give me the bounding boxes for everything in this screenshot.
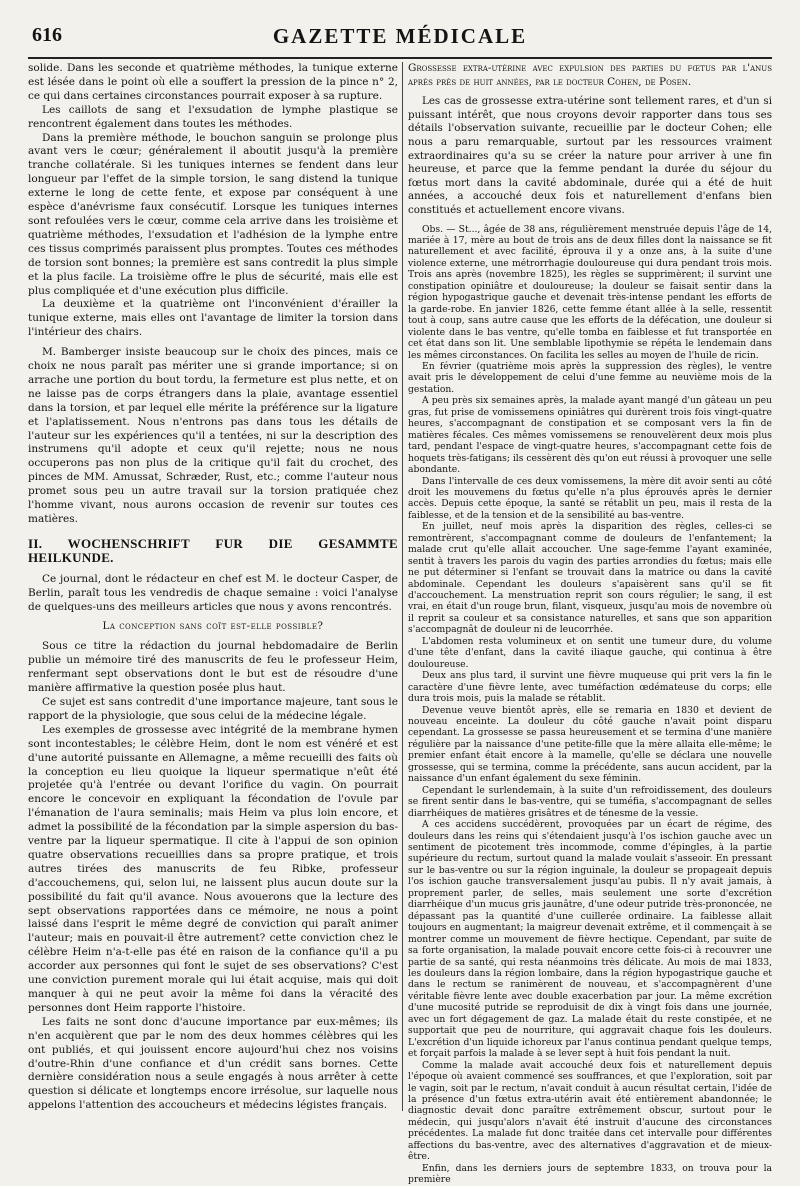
section-heading: II. WOCHENSCHRIFT FUR DIE GESAMMTE HEILKUNDE. [28, 535, 398, 565]
observation-paragraph: L'abdomen resta volumineux et on sentit une tumeur dure, du volume d'une tête d'enfant, dans la cavité iliaque gauche, qui continua à être douloureuse. [408, 635, 772, 670]
observation-paragraph: En février (quatrième mois après la suppression des règles), le ventre avait pris le développement de celui d'une femme au neuvième mois de la gestation. [408, 360, 772, 395]
right-column [408, 62, 772, 1186]
observation-paragraph: A ces accidens succédèrent, provoquées par un écart de régime, des douleurs dans les reins qui s'étendaient jusqu'à l'os ischion gauche avec un sentiment de picotement très incommode, comme d'épingles, à la partie supérieure du rectum, surtout quand la malade voulait s'asseoir. En pressant sur le bas-ventre ou sur la région inguinale, la douleur se propageait depuis l'os ischion gauche transversalement jusqu'au pubis. Il n'y avait jamais, à proprement parler, de selles, mais seulement une sorte d'excrétion diarrhéique d'un mucus gris jaunâtre, d'une odeur putride très-prononcée, ne dépassant pas la quantité d'une cuillerée ordinaire. La faiblesse allait toujours en augmentant; la maigreur devenait extrême, et il commençait à se montrer comme un mouvement de fièvre hectique. Cependant, par suite de sa forte organisation, la malade pouvait encore cette fois-ci à recouvrer une partie de sa santé, qui resta néanmoins très délicate. Au mois de mai 1833, les douleurs dans la région lombaire, dans la région hypogastrique gauche et dans le rectum se ranimèrent de nouveau, et s'accompagnèrent d'une véritable fièvre lente avec double exacerbation par jour. La même excrétion d'une mucosité putride se reproduisit de dix à vingt fois dans une journée, avec un fort dégagement de gaz. La malade était du reste constipée, et ne supportait que peu de nourriture, qui aggravait chaque fois les douleurs. L'excrétion d'un liquide ichoreux par l'anus continua pendant quelque temps, et forçait parfois la malade à se lever sept à huit fois pendant la nuit. [408, 819, 772, 1060]
paragraph: Les faits ne sont donc d'aucune importance par eux-mêmes; ils n'en acquièrent que par le nom des deux hommes célèbres qui les ont publiés, et qui jouissent encore aujourd'hui chez nos voisins d'outre-Rhin d'une confiance et d'un crédit sans bornes. Cette dernière considération nous a seule engagés à nous arrêter à cette question si délicate et longtemps encore irrésolue, sur laquelle nous appelons l'attention des accoucheurs et médecins légistes français. [28, 1015, 398, 1112]
paragraph: Les caillots de sang et l'exsudation de lymphe plastique se rencontrent également dans toutes les méthodes. [28, 103, 398, 130]
article-title: Grossesse extra-utérine avec expulsion des parties du fœtus par l'anus après près de huit années, par le docteur Cohen, de Posen. [408, 62, 772, 88]
journal-title: GAZETTE MÉDICALE [272, 24, 528, 48]
observation-paragraph: Dans l'intervalle de ces deux vomissemens, la mère dit avoir senti au côté droit les mouvemens du fœtus qu'elle n'a plus éprouvés après le dernier accès. Depuis cette époque, la santé se rétablit un peu, mais il resta de la faiblesse, et de la tension et de la sensibilité au bas-ventre. [408, 475, 772, 521]
left-column [28, 62, 398, 1111]
paragraph: Les exemples de grossesse avec intégrité de la membrane hymen sont incontestables; le célèbre Heim, dont le nom est vénéré et est d'une autorité puissante en Allemagne, a même recueilli des faits où la conception eu lieu quoique la liqueur spermatique n'eût été projetée qu'à l'entrée ou devant l'orifice du vagin. On pourrait encore le concevoir en expliquant la fécondation de l'ovule par l'émanation de l'aura seminalis; mais Heim va plus loin encore, et admet la possibilité de la fécondation par la simple aspersion du bas-ventre par la liqueur spermatique. Il cite à l'appui de son opinion quatre observations recueillies dans sa propre pratique, et trois autres tirées des manuscrits de feu Ribke, professeur d'accouchemens, qui, selon lui, ne laissent plus aucun doute sur la possibilité du fait qu'il avance. Nous avouerons que la lecture des sept observations rapportées dans ce mémoire, ne nous a point laissé dans l'esprit le même degré de conviction qui paraît animer l'auteur; mais en pouvait-il être autrement? cette conviction chez le célèbre Heim n'a-t-elle pas été en raison de la confiance qu'il a pu accorder aux personnes qui font le sujet de ses observations? C'est une conviction purement morale qui lui était acquise, mais qui doit manquer à qui ne peut avoir la même foi dans la véracité des personnes dont Heim rapporte l'histoire. [28, 723, 398, 1014]
paragraph: Sous ce titre la rédaction du journal hebdomadaire de Berlin publie un mémoire tiré des manuscrits de feu le professeur Heim, renfermant sept observations dont le but est de résoudre d'une manière affirmative la question posée plus haut. [28, 640, 398, 695]
observation-paragraph: Enfin, dans les derniers jours de septembre 1833, on trouva pour la première [408, 1162, 772, 1186]
paragraph: Ce sujet est sans contredit d'une importance majeure, tant sous le rapport de la physiologie, que sous celui de la médecine légale. [28, 695, 398, 722]
observation-paragraph: En juillet, neuf mois après la disparition des règles, celles-ci se remontrèrent, s'accompagnant comme de douleurs de l'enfantement; la malade crut qu'elle allait accoucher. Une sage-femme l'ayant examinée, sentit à travers les parois du vagin des parties arrondies du fœtus; mais elle ne put déterminer si l'enfant se trouvait dans la matrice ou dans la cavité abdominale. Cependant les douleurs s'apaisèrent sans qu'il se fit d'accouchement. La menstruation reprit son cours régulier; le sang, il est vrai, en était d'un rouge brun, filant, visqueux, jusqu'au mois de novembre où il reprit sa couleur et sa consistance naturelles, et sans que son apparition s'accompagnât de douleur ni de leucorrhée. [408, 521, 772, 636]
paragraph: Ce journal, dont le rédacteur en chef est M. le docteur Casper, de Berlin, paraît tous les vendredis de chaque semaine : voici l'analyse de quelques-uns des meilleurs articles que nous y avons rencontrés. [28, 572, 398, 613]
paragraph: M. Bamberger insiste beaucoup sur le choix des pinces, mais ce choix ne nous paraît pas mériter une si grande importance; si on arrache une portion du bout tordu, la fermeture est plus nette, et on ne laisse pas de corps étrangers dans la plaie, avantage essentiel dans la torsion, et par lequel elle mérite la préférence sur la ligature et l'aplatissement. Nous n'entrons pas dans tous les détails de l'auteur sur les expériences qu'il a tentées, ni sur la description des instrumens qu'il adopte et ceux qu'il rejette; nous ne nous occuperons pas non plus de la critique qu'il fait du crochet, des pinces de MM. Amussat, Schræder, Rust, etc.; comme l'auteur nous promet sous peu un autre travail sur la torsion pratiquée chez l'homme vivant, nous aurons occasion de revenir sur toutes ces matières. [28, 346, 398, 525]
observation-paragraph: Cependant le surlendemain, à la suite d'un refroidissement, des douleurs se firent sentir dans le bas-ventre, qui se tuméfia, s'accompagnant de selles diarrhéiques de matières grisâtres et de ténesme de la vessie. [408, 784, 772, 819]
observation-paragraph: Obs. — St..., âgée de 38 ans, régulièrement menstruée depuis l'âge de 14, mariée à 17, mère au bout de trois ans de deux filles dont la naissance se fit naturellement et avec facilité, éprouva il y a onze ans, à la suite d'une violence externe, une métrorrhagie douloureuse qui dura pendant trois mois. Trois ans après (novembre 1825), les règles se supprimèrent; il survint une constipation opiniâtre et douloureuse; la douleur se faisait sentir dans la région hypogastrique gauche et devenait très-intense pendant les efforts de la garde-robe. En janvier 1826, cette femme étant allée à la selle, ressentit tout à coup, sans autre cause que les efforts de la défécation, une douleur si violente dans le bas ventre, qu'elle tomba en faiblesse et fut transportée en cet état dans son lit. Une semblable lipothymie se répéta le lendemain dans les mêmes circonstances. On facilita les selles au moyen de l'huile de ricin. [408, 223, 772, 361]
paragraph: Les cas de grossesse extra-utérine sont tellement rares, et d'un si puissant intérêt, que nous croyons devoir rapporter dans tous ses détails l'observation suivante, recueillie par le docteur Cohen; elle nous a paru remarquable, surtout par les ressources vraiment extraordinaires qu'a su se créer la nature pour arriver à une fin heureuse, et parce que la femme pendant la durée du séjour du fœtus mort dans la cavité abdominale, durée qui a été de huit années, a accouché deux fois et naturellement d'enfans bien constitués et actuellement encore vivans. [408, 95, 772, 216]
observation-paragraph: A peu près six semaines après, la malade ayant mangé d'un gâteau un peu gras, fut prise de vomissemens opiniâtres qui durèrent trois fois vingt-quatre heures, s'accompagnant de constipation et se composant vers la fin de matières fécales. Ces mêmes vomissemens se renouvelèrent deux mois plus tard, pendant l'espace de vingt-quatre heures, s'accompagnant cette fois de hoquets très-fatigans; ils cessèrent dès qu'on eut réussi à provoquer une selle abondante. [408, 395, 772, 476]
paragraph: La deuxième et la quatrième ont l'inconvénient d'érailler la tunique externe, mais elles ont l'avantage de limiter la torsion dans l'intérieur des chairs. [28, 298, 398, 339]
article-caption: La conception sans coït est-elle possible? [102, 620, 324, 633]
page-header [28, 22, 772, 52]
header-rule [28, 57, 772, 59]
paragraph: Dans la première méthode, le bouchon sanguin se prolonge plus avant vers le cœur; généralement il aboutit jusqu'à la première tranche collatérale. Si les tuniques internes se fendent dans leur longueur par l'effet de la simple torsion, le sang distend la tunique externe le long de cette fente, et expose par conséquent à une espèce d'anévrisme faux consécutif. Lorsque les tuniques internes sont refoulées vers le cœur, comme cela arrive dans les troisième et quatrième méthodes, l'exsudation et l'adhésion de la lymphe entre ces tissus comprimés paraissent plus promptes. Toutes ces méthodes de torsion sont bonnes; la première est sans contredit la plus simple et la plus facile. La troisième offre le plus de sécurité, mais elle est plus compliquée et d'une exécution plus difficile. [28, 131, 398, 297]
page-number: 616 [32, 24, 62, 46]
observation-paragraph: Comme la malade avait accouché deux fois et naturellement depuis l'époque où avaient commencé ses souffrances, et que l'exploration, soit par le vagin, soit par le rectum, n'avait conduit à aucun résultat certain, l'idée de la présence d'un fœtus extra-utérin avait été entièrement abandonnée; le diagnostic devait donc paraître extrêmement obscur, surtout pour le médecin, qui jusqu'alors n'avait été instruit d'aucune des circonstances précédentes. La malade fut donc traitée dans cet intervalle pour différentes affections du bas-ventre, avec des alternatives d'aggravation et de mieux-être. [408, 1059, 772, 1163]
column-divider [402, 62, 403, 1111]
observation-paragraph: Deux ans plus tard, il survint une fièvre muqueuse qui prit vers la fin le caractère d'une fièvre lente, avec tuméfaction œdémateuse du corps; elle dura trois mois, puis la malade se rétablit. [408, 670, 772, 705]
observation-paragraph: Devenue veuve bientôt après, elle se remaria en 1830 et devient de nouveau enceinte. La douleur du côté gauche n'avait point disparu cependant. La grossesse se passa heureusement et se termina d'une manière régulière par la naissance d'une petite-fille que la mère allaita elle-même; le premier enfant était encore à la mamelle, qu'elle se déclara une nouvelle grossesse, qui se termina, comme la précédente, sans aucun accident, par la naissance d'un enfant également du sexe féminin. [408, 704, 772, 785]
paragraph: solide. Dans les seconde et quatrième méthodes, la tunique externe est lésée dans le point où elle a souffert la pression de la pince n° 2, ce qui dans certaines circonstances pourrait exposer à sa rupture. [28, 62, 398, 102]
